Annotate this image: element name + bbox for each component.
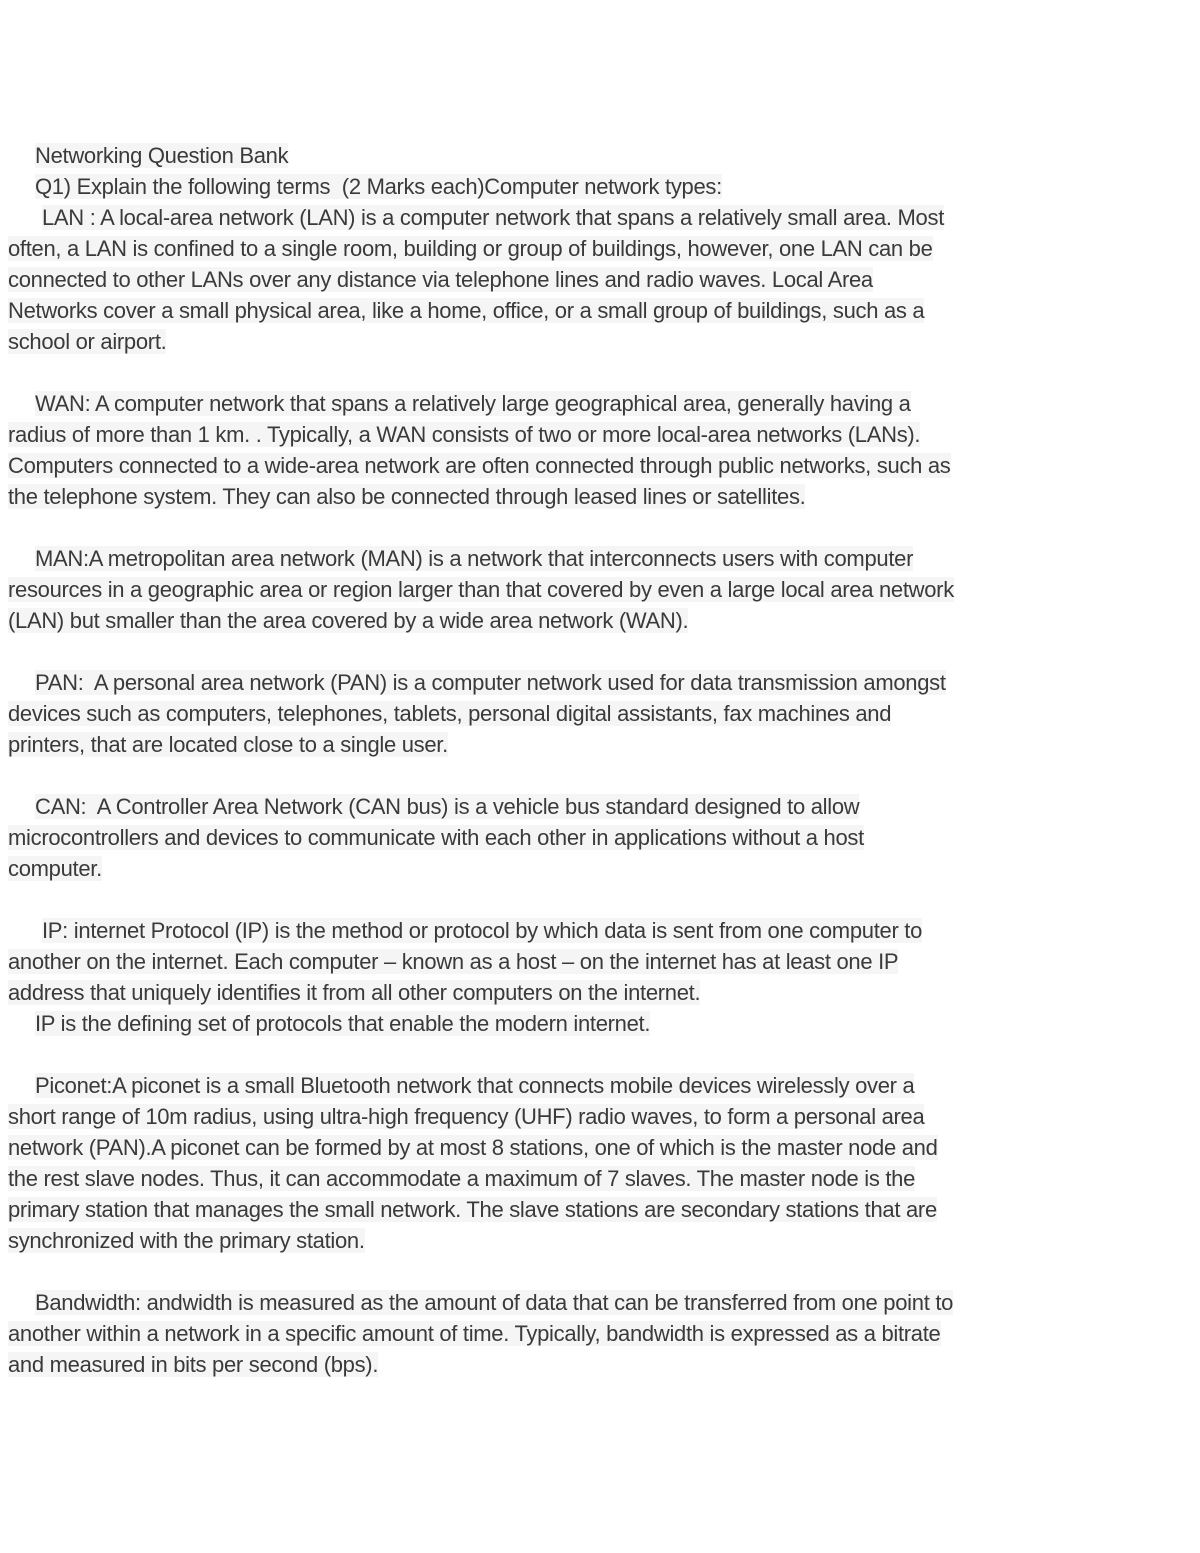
text-line: the telephone system. They can also be connected through leased lines or satellites. (8, 484, 806, 509)
text-line: MAN:A metropolitan area network (MAN) is a network that interconnects users with computer (35, 546, 914, 571)
text-line: often, a LAN is confined to a single room, building or group of buildings, however, one LAN can be (8, 236, 933, 261)
text-line: the rest slave nodes. Thus, it can accommodate a maximum of 7 slaves. The master node is the (8, 1166, 916, 1191)
section-bandwidth (8, 1287, 1068, 1380)
section-man (8, 543, 1068, 636)
text-line: school or airport. (8, 329, 167, 354)
section-ip (8, 915, 1068, 1039)
paragraph-spacer (8, 357, 1068, 388)
text-line: IP is the defining set of protocols that enable the modern internet. (35, 1011, 651, 1036)
text-line: Networks cover a small physical area, like a home, office, or a small group of buildings, such as a (8, 298, 925, 323)
text-line: microcontrollers and devices to communicate with each other in applications without a host (8, 825, 864, 850)
paragraph-spacer (8, 636, 1068, 667)
text-line: WAN: A computer network that spans a relatively large geographical area, generally having a (35, 391, 911, 416)
document-page (8, 140, 1068, 1380)
text-line: address that uniquely identifies it from all other computers on the internet. (8, 980, 701, 1005)
text-line: resources in a geographic area or region larger than that covered by even a large local area network (8, 577, 954, 602)
section-piconet (8, 1070, 1068, 1256)
text-line: Piconet:A piconet is a small Bluetooth network that connects mobile devices wirelessly over a (35, 1073, 915, 1098)
text-line: short range of 10m radius, using ultra-high frequency (UHF) radio waves, to form a personal area (8, 1104, 925, 1129)
question-heading: Q1) Explain the following terms (2 Marks each)Computer network types: (35, 174, 722, 199)
paragraph-spacer (8, 760, 1068, 791)
text-line: LAN : A local-area network (LAN) is a computer network that spans a relatively small area. Most (42, 205, 945, 230)
section-pan (8, 667, 1068, 760)
section-can (8, 791, 1068, 884)
text-line: Bandwidth: andwidth is measured as the amount of data that can be transferred from one point to (35, 1290, 954, 1315)
paragraph-spacer (8, 884, 1068, 915)
document-title: Networking Question Bank (35, 143, 289, 168)
text-line: computer. (8, 856, 102, 881)
text-line: Computers connected to a wide-area network are often connected through public networks, such as (8, 453, 951, 478)
text-line: IP: internet Protocol (IP) is the method or protocol by which data is sent from one computer to (42, 918, 923, 943)
paragraph-spacer (8, 512, 1068, 543)
text-line: network (PAN).A piconet can be formed by at most 8 stations, one of which is the master node and (8, 1135, 938, 1160)
text-line: and measured in bits per second (bps). (8, 1352, 379, 1377)
text-line: another within a network in a specific amount of time. Typically, bandwidth is expressed as a bitrate (8, 1321, 941, 1346)
text-line: PAN: A personal area network (PAN) is a computer network used for data transmission amongst (35, 670, 946, 695)
section-lan (8, 202, 1068, 357)
text-line: (LAN) but smaller than the area covered by a wide area network (WAN). (8, 608, 689, 633)
section-wan (8, 388, 1068, 512)
paragraph-spacer (8, 1039, 1068, 1070)
text-line: another on the internet. Each computer – known as a host – on the internet has at least one IP (8, 949, 899, 974)
text-line: primary station that manages the small network. The slave stations are secondary stations that are (8, 1197, 937, 1222)
text-line: printers, that are located close to a single user. (8, 732, 448, 757)
text-line: CAN: A Controller Area Network (CAN bus) is a vehicle bus standard designed to allow (35, 794, 860, 819)
text-line: devices such as computers, telephones, tablets, personal digital assistants, fax machines and (8, 701, 892, 726)
text-line: radius of more than 1 km. . Typically, a WAN consists of two or more local-area networks (LANs). (8, 422, 921, 447)
text-line: connected to other LANs over any distance via telephone lines and radio waves. Local Area (8, 267, 873, 292)
paragraph-spacer (8, 1256, 1068, 1287)
text-line: synchronized with the primary station. (8, 1228, 365, 1253)
